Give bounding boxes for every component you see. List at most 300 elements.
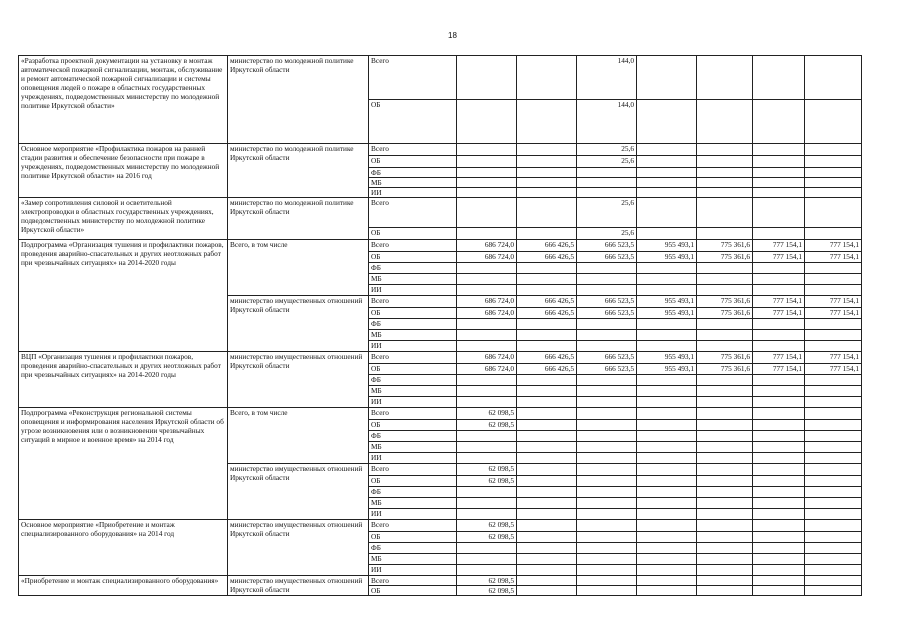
amount-cell bbox=[457, 144, 517, 156]
amount-cell bbox=[637, 188, 697, 198]
amount-cell bbox=[457, 56, 517, 100]
table-row bbox=[19, 240, 862, 252]
amount-cell: 62 098,5 bbox=[457, 420, 517, 431]
amount-cell bbox=[697, 509, 753, 520]
amount-cell bbox=[637, 263, 697, 274]
amount-cell bbox=[457, 100, 517, 144]
amount-cell bbox=[637, 453, 697, 464]
funding-source-cell: МБ bbox=[369, 178, 457, 188]
funding-source-cell: Всего bbox=[369, 56, 457, 100]
amount-cell bbox=[805, 453, 862, 464]
amount-cell bbox=[457, 263, 517, 274]
amount-cell: 666 426,5 bbox=[517, 352, 577, 364]
activity-description: «Приобретение и монтаж специализированного оборудования» bbox=[19, 576, 228, 596]
amount-cell bbox=[753, 188, 805, 198]
amount-cell bbox=[805, 509, 862, 520]
amount-cell bbox=[753, 397, 805, 408]
amount-cell bbox=[637, 156, 697, 168]
amount-cell bbox=[753, 330, 805, 341]
funding-source-cell: ОБ bbox=[369, 156, 457, 168]
amount-cell: 25,6 bbox=[577, 198, 637, 228]
amount-cell: 955 493,1 bbox=[637, 252, 697, 263]
amount-cell bbox=[753, 156, 805, 168]
amount-cell: 777 154,1 bbox=[753, 240, 805, 252]
table-row bbox=[19, 576, 862, 586]
amount-cell: 955 493,1 bbox=[637, 352, 697, 364]
amount-cell bbox=[517, 442, 577, 453]
amount-cell bbox=[517, 509, 577, 520]
amount-cell: 666 426,5 bbox=[517, 252, 577, 263]
amount-cell bbox=[637, 178, 697, 188]
amount-cell bbox=[517, 554, 577, 565]
amount-cell bbox=[517, 144, 577, 156]
amount-cell bbox=[457, 498, 517, 509]
amount-cell bbox=[697, 263, 753, 274]
amount-cell bbox=[805, 464, 862, 476]
amount-cell: 777 154,1 bbox=[805, 252, 862, 263]
amount-cell: 62 098,5 bbox=[457, 476, 517, 487]
amount-cell bbox=[805, 586, 862, 596]
amount-cell bbox=[637, 285, 697, 296]
amount-cell bbox=[805, 100, 862, 144]
amount-cell bbox=[697, 178, 753, 188]
amount-cell bbox=[457, 386, 517, 397]
funding-source-cell: ОБ bbox=[369, 586, 457, 596]
executor-cell: министерство имущественных отношений Иркутской области bbox=[228, 576, 369, 596]
amount-cell bbox=[753, 442, 805, 453]
funding-source-cell: МБ bbox=[369, 274, 457, 285]
amount-cell bbox=[577, 487, 637, 498]
amount-cell: 62 098,5 bbox=[457, 520, 517, 532]
funding-source-cell: ФБ bbox=[369, 319, 457, 330]
page-number: 18 bbox=[448, 31, 457, 40]
amount-cell bbox=[577, 576, 637, 586]
amount-cell: 62 098,5 bbox=[457, 586, 517, 596]
amount-cell bbox=[577, 464, 637, 476]
amount-cell: 686 724,0 bbox=[457, 308, 517, 319]
amount-cell bbox=[697, 285, 753, 296]
amount-cell: 666 426,5 bbox=[517, 296, 577, 308]
amount-cell bbox=[805, 487, 862, 498]
amount-cell bbox=[577, 442, 637, 453]
funding-source-cell: ОБ bbox=[369, 420, 457, 431]
amount-cell bbox=[517, 56, 577, 100]
amount-cell bbox=[637, 319, 697, 330]
amount-cell bbox=[457, 341, 517, 352]
funding-source-cell: МБ bbox=[369, 498, 457, 509]
amount-cell bbox=[805, 532, 862, 543]
amount-cell bbox=[517, 453, 577, 464]
amount-cell bbox=[697, 532, 753, 543]
amount-cell bbox=[457, 168, 517, 178]
amount-cell bbox=[637, 341, 697, 352]
amount-cell bbox=[637, 386, 697, 397]
amount-cell bbox=[805, 285, 862, 296]
amount-cell bbox=[517, 188, 577, 198]
amount-cell bbox=[697, 341, 753, 352]
amount-cell bbox=[753, 453, 805, 464]
funding-source-cell: Всего bbox=[369, 464, 457, 476]
amount-cell: 686 724,0 bbox=[457, 240, 517, 252]
amount-cell bbox=[805, 554, 862, 565]
funding-source-cell: ОБ bbox=[369, 308, 457, 319]
funding-source-cell: ОБ bbox=[369, 228, 457, 240]
amount-cell: 955 493,1 bbox=[637, 364, 697, 375]
amount-cell bbox=[805, 543, 862, 554]
amount-cell: 666 523,5 bbox=[577, 364, 637, 375]
amount-cell bbox=[637, 498, 697, 509]
amount-cell bbox=[517, 420, 577, 431]
amount-cell: 777 154,1 bbox=[805, 308, 862, 319]
amount-cell: 777 154,1 bbox=[805, 296, 862, 308]
funding-source-cell: ОБ bbox=[369, 532, 457, 543]
amount-cell bbox=[457, 330, 517, 341]
amount-cell: 777 154,1 bbox=[753, 296, 805, 308]
amount-cell bbox=[517, 386, 577, 397]
amount-cell bbox=[697, 586, 753, 596]
amount-cell: 775 361,6 bbox=[697, 364, 753, 375]
amount-cell bbox=[457, 397, 517, 408]
amount-cell bbox=[577, 476, 637, 487]
amount-cell bbox=[805, 178, 862, 188]
funding-source-cell: ИИ bbox=[369, 188, 457, 198]
amount-cell bbox=[753, 168, 805, 178]
amount-cell bbox=[805, 420, 862, 431]
amount-cell bbox=[517, 263, 577, 274]
amount-cell bbox=[517, 341, 577, 352]
amount-cell bbox=[517, 487, 577, 498]
amount-cell bbox=[697, 198, 753, 228]
amount-cell: 666 426,5 bbox=[517, 308, 577, 319]
amount-cell bbox=[753, 198, 805, 228]
amount-cell bbox=[697, 543, 753, 554]
amount-cell: 144,0 bbox=[577, 56, 637, 100]
amount-cell bbox=[637, 442, 697, 453]
amount-cell: 62 098,5 bbox=[457, 532, 517, 543]
amount-cell bbox=[805, 168, 862, 178]
amount-cell bbox=[753, 178, 805, 188]
funding-source-cell: Всего bbox=[369, 408, 457, 420]
activity-description: Подпрограмма «Организация тушения и профилактики пожаров, проведения аварийно-спасательных и других неотложных работ при чрезвычайных ситуациях» на 2014-2020 годы bbox=[19, 240, 228, 352]
amount-cell bbox=[637, 420, 697, 431]
amount-cell bbox=[577, 532, 637, 543]
amount-cell bbox=[753, 319, 805, 330]
activity-description: ВЦП «Организация тушения и профилактики пожаров, проведения аварийно-спасательных и других неотложных работ при чрезвычайных ситуациях» на 2014-2020 годы bbox=[19, 352, 228, 408]
amount-cell: 144,0 bbox=[577, 100, 637, 144]
amount-cell bbox=[697, 330, 753, 341]
amount-cell bbox=[697, 576, 753, 586]
amount-cell bbox=[805, 442, 862, 453]
amount-cell bbox=[577, 498, 637, 509]
amount-cell bbox=[637, 532, 697, 543]
amount-cell bbox=[697, 188, 753, 198]
amount-cell bbox=[517, 543, 577, 554]
amount-cell bbox=[517, 397, 577, 408]
amount-cell bbox=[753, 274, 805, 285]
amount-cell bbox=[517, 576, 577, 586]
amount-cell bbox=[697, 274, 753, 285]
funding-source-cell: ИИ bbox=[369, 565, 457, 576]
amount-cell bbox=[753, 543, 805, 554]
amount-cell bbox=[753, 228, 805, 240]
amount-cell bbox=[457, 565, 517, 576]
amount-cell bbox=[637, 56, 697, 100]
amount-cell bbox=[457, 453, 517, 464]
executor-cell: министерство по молодежной политике Иркутской области bbox=[228, 198, 369, 240]
amount-cell bbox=[577, 520, 637, 532]
amount-cell: 666 426,5 bbox=[517, 240, 577, 252]
amount-cell bbox=[517, 285, 577, 296]
amount-cell bbox=[517, 464, 577, 476]
amount-cell bbox=[457, 509, 517, 520]
amount-cell bbox=[637, 586, 697, 596]
amount-cell bbox=[805, 408, 862, 420]
funding-source-cell: Всего bbox=[369, 352, 457, 364]
amount-cell bbox=[637, 431, 697, 442]
amount-cell bbox=[637, 408, 697, 420]
amount-cell bbox=[457, 319, 517, 330]
amount-cell: 25,6 bbox=[577, 144, 637, 156]
executor-cell: министерство имущественных отношений Иркутской области bbox=[228, 296, 369, 352]
amount-cell bbox=[517, 498, 577, 509]
amount-cell bbox=[805, 263, 862, 274]
table-row bbox=[19, 408, 862, 420]
amount-cell bbox=[753, 498, 805, 509]
amount-cell: 686 724,0 bbox=[457, 252, 517, 263]
amount-cell bbox=[805, 498, 862, 509]
amount-cell bbox=[697, 420, 753, 431]
amount-cell bbox=[805, 375, 862, 386]
amount-cell bbox=[805, 341, 862, 352]
amount-cell: 25,6 bbox=[577, 156, 637, 168]
amount-cell bbox=[753, 375, 805, 386]
table-row bbox=[19, 520, 862, 532]
amount-cell: 62 098,5 bbox=[457, 408, 517, 420]
amount-cell bbox=[637, 144, 697, 156]
amount-cell bbox=[753, 100, 805, 144]
amount-cell bbox=[637, 576, 697, 586]
amount-cell bbox=[457, 487, 517, 498]
amount-cell bbox=[805, 228, 862, 240]
amount-cell bbox=[805, 56, 862, 100]
executor-cell: министерство имущественных отношений Иркутской области bbox=[228, 520, 369, 576]
amount-cell bbox=[697, 56, 753, 100]
amount-cell bbox=[753, 408, 805, 420]
funding-source-cell: ФБ bbox=[369, 375, 457, 386]
amount-cell bbox=[805, 198, 862, 228]
budget-table-body bbox=[19, 56, 862, 596]
amount-cell bbox=[753, 487, 805, 498]
amount-cell: 775 361,6 bbox=[697, 252, 753, 263]
amount-cell bbox=[753, 56, 805, 100]
amount-cell bbox=[805, 319, 862, 330]
amount-cell bbox=[457, 156, 517, 168]
amount-cell bbox=[697, 100, 753, 144]
amount-cell bbox=[517, 168, 577, 178]
amount-cell bbox=[637, 509, 697, 520]
amount-cell: 777 154,1 bbox=[805, 240, 862, 252]
amount-cell bbox=[805, 188, 862, 198]
funding-source-cell: ИИ bbox=[369, 397, 457, 408]
table-row bbox=[19, 352, 862, 364]
funding-source-cell: Всего bbox=[369, 576, 457, 586]
amount-cell bbox=[805, 565, 862, 576]
funding-source-cell: ОБ bbox=[369, 476, 457, 487]
amount-cell bbox=[753, 509, 805, 520]
amount-cell bbox=[637, 198, 697, 228]
amount-cell: 955 493,1 bbox=[637, 240, 697, 252]
amount-cell bbox=[517, 156, 577, 168]
amount-cell bbox=[577, 375, 637, 386]
amount-cell bbox=[577, 565, 637, 576]
amount-cell bbox=[577, 586, 637, 596]
amount-cell: 777 154,1 bbox=[753, 364, 805, 375]
funding-source-cell: Всего bbox=[369, 144, 457, 156]
amount-cell bbox=[517, 586, 577, 596]
funding-source-cell: МБ bbox=[369, 442, 457, 453]
amount-cell bbox=[517, 330, 577, 341]
amount-cell bbox=[697, 228, 753, 240]
amount-cell bbox=[517, 319, 577, 330]
amount-cell bbox=[457, 274, 517, 285]
amount-cell bbox=[697, 464, 753, 476]
amount-cell bbox=[697, 453, 753, 464]
amount-cell: 666 523,5 bbox=[577, 352, 637, 364]
amount-cell bbox=[753, 532, 805, 543]
amount-cell bbox=[637, 330, 697, 341]
amount-cell bbox=[517, 520, 577, 532]
amount-cell bbox=[577, 509, 637, 520]
amount-cell bbox=[697, 386, 753, 397]
funding-source-cell: ОБ bbox=[369, 252, 457, 263]
amount-cell bbox=[805, 386, 862, 397]
amount-cell bbox=[637, 274, 697, 285]
amount-cell bbox=[805, 520, 862, 532]
executor-cell: министерство имущественных отношений Иркутской области bbox=[228, 464, 369, 520]
amount-cell bbox=[753, 464, 805, 476]
amount-cell bbox=[577, 386, 637, 397]
amount-cell bbox=[697, 520, 753, 532]
amount-cell bbox=[753, 285, 805, 296]
amount-cell bbox=[753, 420, 805, 431]
amount-cell bbox=[457, 431, 517, 442]
amount-cell: 775 361,6 bbox=[697, 296, 753, 308]
amount-cell bbox=[517, 178, 577, 188]
amount-cell bbox=[753, 576, 805, 586]
funding-source-cell: МБ bbox=[369, 330, 457, 341]
amount-cell bbox=[697, 431, 753, 442]
amount-cell bbox=[577, 274, 637, 285]
budget-table bbox=[18, 55, 862, 596]
amount-cell: 777 154,1 bbox=[805, 364, 862, 375]
amount-cell bbox=[457, 543, 517, 554]
amount-cell bbox=[577, 543, 637, 554]
amount-cell: 666 523,5 bbox=[577, 240, 637, 252]
table-row bbox=[19, 198, 862, 228]
amount-cell bbox=[577, 168, 637, 178]
funding-source-cell: МБ bbox=[369, 554, 457, 565]
amount-cell: 777 154,1 bbox=[753, 308, 805, 319]
amount-cell bbox=[697, 565, 753, 576]
amount-cell bbox=[577, 178, 637, 188]
amount-cell bbox=[637, 375, 697, 386]
amount-cell bbox=[637, 397, 697, 408]
amount-cell bbox=[697, 319, 753, 330]
amount-cell: 955 493,1 bbox=[637, 308, 697, 319]
activity-description: «Замер сопротивления силовой и осветительной электропроводки в областных государственных учреждениях, подведомственных министерству по молодежной политике Иркутской области» bbox=[19, 198, 228, 240]
amount-cell: 25,6 bbox=[577, 228, 637, 240]
table-row bbox=[19, 144, 862, 156]
amount-cell: 666 426,5 bbox=[517, 364, 577, 375]
amount-cell: 777 154,1 bbox=[753, 252, 805, 263]
funding-source-cell: ФБ bbox=[369, 168, 457, 178]
amount-cell bbox=[753, 476, 805, 487]
amount-cell bbox=[697, 487, 753, 498]
funding-source-cell: ИИ bbox=[369, 509, 457, 520]
amount-cell bbox=[637, 565, 697, 576]
amount-cell: 62 098,5 bbox=[457, 464, 517, 476]
funding-source-cell: ИИ bbox=[369, 341, 457, 352]
amount-cell bbox=[697, 408, 753, 420]
amount-cell bbox=[697, 156, 753, 168]
amount-cell bbox=[517, 198, 577, 228]
amount-cell bbox=[577, 330, 637, 341]
executor-cell: Всего, в том числе bbox=[228, 240, 369, 296]
funding-source-cell: ОБ bbox=[369, 100, 457, 144]
amount-cell bbox=[637, 228, 697, 240]
amount-cell bbox=[805, 576, 862, 586]
amount-cell bbox=[753, 386, 805, 397]
amount-cell: 775 361,6 bbox=[697, 352, 753, 364]
amount-cell bbox=[697, 144, 753, 156]
amount-cell bbox=[805, 397, 862, 408]
funding-source-cell: ФБ bbox=[369, 431, 457, 442]
funding-source-cell: ОБ bbox=[369, 364, 457, 375]
amount-cell bbox=[637, 168, 697, 178]
amount-cell bbox=[577, 188, 637, 198]
amount-cell bbox=[637, 520, 697, 532]
amount-cell bbox=[753, 263, 805, 274]
amount-cell bbox=[577, 397, 637, 408]
funding-source-cell: ФБ bbox=[369, 487, 457, 498]
amount-cell: 777 154,1 bbox=[805, 352, 862, 364]
amount-cell bbox=[517, 565, 577, 576]
funding-source-cell: Всего bbox=[369, 240, 457, 252]
amount-cell bbox=[517, 274, 577, 285]
activity-description: «Разработка проектной документации на установку в монтаж автоматической пожарной сигнализации, монтаж, обслуживание и ремонт автоматической пожарной сигнализации и системы оповещения людей о пожаре в областных государственных учреждениях, подведомственных министерству по молодежной политике Иркутской области» bbox=[19, 56, 228, 144]
amount-cell bbox=[637, 554, 697, 565]
amount-cell bbox=[637, 464, 697, 476]
amount-cell bbox=[697, 442, 753, 453]
amount-cell bbox=[753, 341, 805, 352]
amount-cell bbox=[457, 554, 517, 565]
amount-cell: 775 361,6 bbox=[697, 240, 753, 252]
amount-cell bbox=[517, 228, 577, 240]
amount-cell bbox=[753, 586, 805, 596]
amount-cell bbox=[637, 487, 697, 498]
amount-cell bbox=[637, 100, 697, 144]
amount-cell bbox=[577, 341, 637, 352]
funding-source-cell: Всего bbox=[369, 520, 457, 532]
amount-cell bbox=[577, 285, 637, 296]
funding-source-cell: ИИ bbox=[369, 285, 457, 296]
amount-cell bbox=[577, 453, 637, 464]
amount-cell: 955 493,1 bbox=[637, 296, 697, 308]
amount-cell bbox=[577, 408, 637, 420]
funding-source-cell: ФБ bbox=[369, 543, 457, 554]
amount-cell bbox=[805, 476, 862, 487]
amount-cell: 775 361,6 bbox=[697, 308, 753, 319]
